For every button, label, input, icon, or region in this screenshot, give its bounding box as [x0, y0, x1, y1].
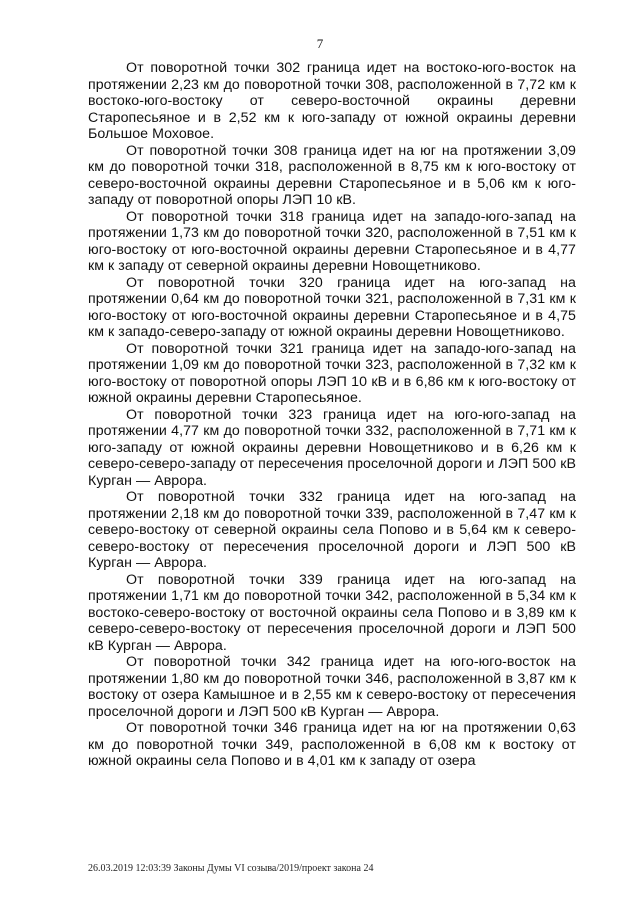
paragraph: От поворотной точки 321 граница идет на западо-юго-запад на протяжении 1,09 км до поворотной точки 323, расположенной в 7,32 км к юго-востоку от поворотной опоры ЛЭП 10 кВ и в 6,86 км к юго-востоку от южной окраины деревни Старопесьяное. — [88, 340, 576, 406]
paragraph: От поворотной точки 318 граница идет на западо-юго-запад на протяжении 1,73 км до поворотной точки 320, расположенной в 7,51 км к юго-востоку от юго-восточной окраины деревни Старопесьяное и в 4,77 км к западу от северной окраины деревни Новощетниково. — [88, 208, 576, 274]
paragraph: От поворотной точки 323 граница идет на юго-юго-запад на протяжении 4,77 км до поворотной точки 332, расположенной в 7,71 км к юго-западу от южной окраины деревни Новощетниково и в 6,26 км к северо-северо-западу от пересечения проселочной дороги и ЛЭП 500 кВ Курган — Аврора. — [88, 406, 576, 489]
paragraph: От поворотной точки 339 граница идет на юго-запад на протяжении 1,71 км до поворотной точки 342, расположенной в 5,34 км к востоко-северо-востоку от восточной окраины села Попово и в 3,89 км к северо-северо-востоку от пересечения проселочной дороги и ЛЭП 500 кВ Курган — Аврора. — [88, 571, 576, 654]
page-number: 7 — [316, 36, 324, 51]
document-footer: 26.03.2019 12:03:39 Законы Думы VI созыва/2019/проект закона 24 — [88, 863, 374, 874]
paragraph: От поворотной точки 332 граница идет на юго-запад на протяжении 2,18 км до поворотной точки 339, расположенной в 7,47 км к северо-востоку от северной окраины села Попово и в 5,64 км к северо-северо-востоку от пересечения проселочной дороги и ЛЭП 500 кВ Курган — Аврора. — [88, 489, 576, 571]
paragraph: От поворотной точки 342 граница идет на юго-юго-восток на протяжении 1,80 км до поворотной точки 346, расположенной в 3,87 км к востоку от озера Камышное и в 2,55 км к северо-востоку от пересечения проселочной дороги и ЛЭП 500 кВ Курган — Аврора. — [88, 654, 576, 720]
paragraph: От поворотной точки 308 граница идет на юг на протяжении 3,09 км до поворотной точки 318, расположенной в 8,75 км к юго-востоку от северо-восточной окраины деревни Старопесьяное и в 5,06 км к юго-западу от поворотной опоры ЛЭП 10 кВ. — [88, 142, 576, 208]
document-body — [88, 60, 576, 770]
paragraph: От поворотной точки 302 граница идет на востоко-юго-восток на протяжении 2,23 км до поворотной точки 308, расположенной в 7,72 км к востоко-юго-востоку от северо-восточной окраины деревни Старопесьяное и в 2,52 км к юго-западу от южной окраины деревни Большое Моховое. — [88, 60, 576, 142]
paragraph: От поворотной точки 320 граница идет на юго-запад на протяжении 0,64 км до поворотной точки 321, расположенной в 7,31 км к юго-востоку от юго-восточной окраины деревни Старопесьяное и в 4,75 км к западо-северо-западу от южной окраины деревни Новощетниково. — [88, 274, 576, 340]
paragraph: От поворотной точки 346 граница идет на юг на протяжении 0,63 км до поворотной точки 349, расположенной в 6,08 км к востоку от южной окраины села Попово и в 4,01 км к западу от озера — [88, 720, 576, 769]
